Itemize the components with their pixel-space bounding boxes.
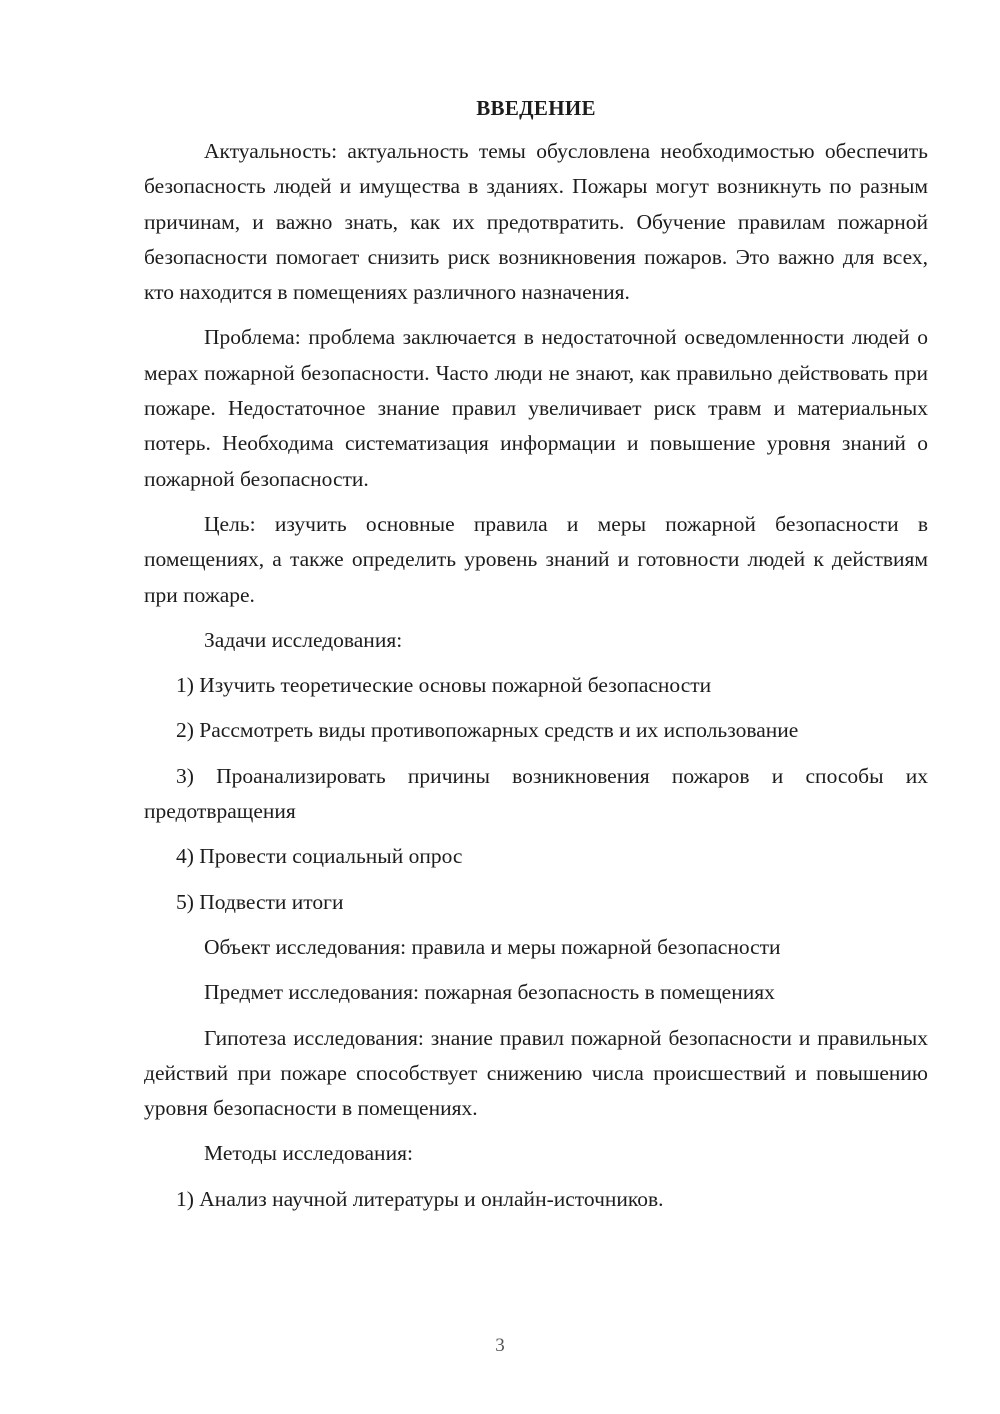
task-item-1: 1) Изучить теоретические основы пожарной безопасности xyxy=(176,673,712,698)
section-title: ВВЕДЕНИЕ xyxy=(476,96,596,120)
task-item-4: 4) Провести социальный опрос xyxy=(176,844,463,869)
task-item-2: 2) Рассмотреть виды противопожарных средств и их использование xyxy=(176,718,799,743)
page-number: 3 xyxy=(495,1335,505,1356)
method-item-1: 1) Анализ научной литературы и онлайн-источников. xyxy=(176,1186,664,1211)
methods-heading: Методы исследования: xyxy=(204,1141,413,1166)
paragraph-goal: Цель: изучить основные правила и меры пожарной безопасности в помещениях, а также определить уровень знаний и готовности людей к действиям при пожаре. xyxy=(144,511,928,607)
tasks-heading: Задачи исследования: xyxy=(204,627,403,652)
task-item-5: 5) Подвести итоги xyxy=(176,889,344,914)
research-object: Объект исследования: правила и меры пожарной безопасности xyxy=(204,934,781,959)
task-item-3: 3) Проанализировать причины возникновения пожаров и способы их предотвращения xyxy=(144,763,928,824)
research-hypothesis: Гипотеза исследования: знание правил пожарной безопасности и правильных действий при пожаре способствует снижению числа происшествий и повышению уровня безопасности в помещениях. xyxy=(144,1025,928,1121)
document-page xyxy=(144,90,928,1227)
paragraph-relevance: Актуальность: актуальность темы обусловлена необходимостью обеспечить безопасность людей и имущества в зданиях. Пожары могут возникнуть по разным причинам, и важно знать, как их предотвратить. Обучение правилам пожарной безопасности помогает снизить риск возникновения пожаров. Это важно для всех, кто находится в помещениях различного назначения. xyxy=(144,139,928,305)
paragraph-problem: Проблема: проблема заключается в недостаточной осведомленности людей о мерах пожарной безопасности. Часто люди не знают, как правильно действовать при пожаре. Недостаточное знание правил увеличивает риск травм и материальных потерь. Необходима систематизация информации и повышение уровня знаний о пожарной безопасности. xyxy=(144,325,928,491)
research-subject: Предмет исследования: пожарная безопасность в помещениях xyxy=(204,980,775,1005)
